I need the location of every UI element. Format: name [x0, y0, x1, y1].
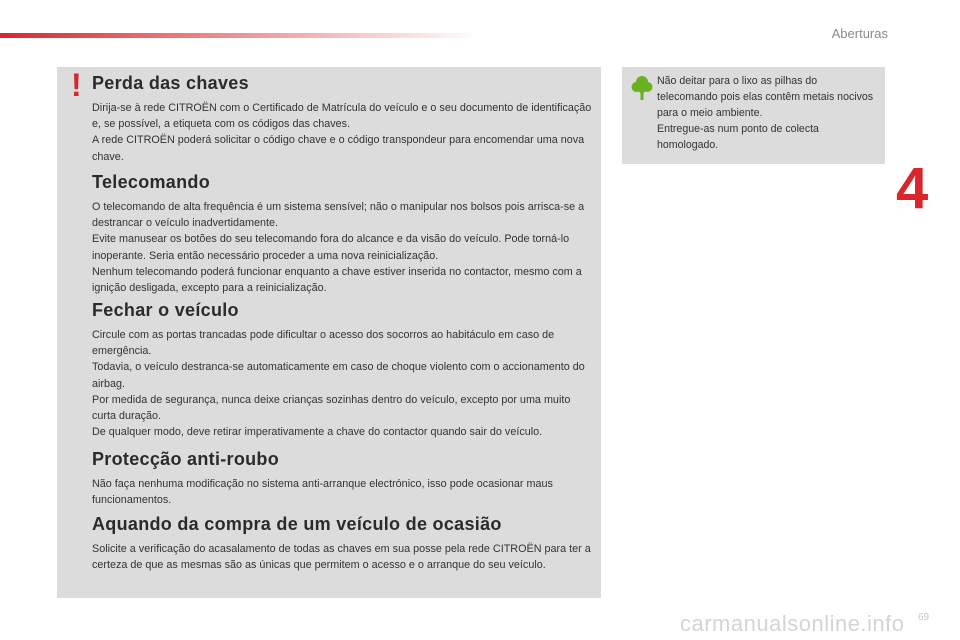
section-heading: Aquando da compra de um veículo de ocasião: [92, 514, 502, 534]
paragraph-line: Nenhum telecomando poderá funcionar enquanto a chave estiver inserida no contactor, mesmo com a ignição desligada, excepto para a reinicialização.: [92, 265, 582, 295]
paragraph-line: A rede CITROËN poderá solicitar o código chave e o código transpondeur para encomendar uma nova chave.: [92, 134, 585, 163]
section-paragraph: [92, 541, 596, 573]
paragraph-line: Não faça nenhuma modificação no sistema anti-arranque electrónico, isso pode ocasionar maus funcionamentos.: [92, 478, 553, 507]
section-remote-control: [92, 172, 596, 296]
environment-note-text: [657, 73, 877, 153]
section-anti-theft: [92, 449, 596, 508]
section-heading: Fechar o veículo: [92, 300, 239, 320]
environment-note-panel: [622, 67, 885, 164]
eco-tree-icon: [631, 75, 653, 101]
note-line: Não deitar para o lixo as pilhas do telecomando pois elas contêm metais nocivos para o meio ambiente.: [657, 75, 874, 119]
section-heading: Perda das chaves: [92, 73, 249, 93]
paragraph-line: Dirija-se à rede CITROËN com o Certificado de Matrícula do veículo e o seu documento de identificação e, se possível, a etiqueta com os códigos das chaves.: [92, 102, 592, 131]
paragraph-line: De qualquer modo, deve retirar imperativamente a chave do contactor quando sair do veículo.: [92, 426, 543, 439]
watermark: carmanualsonline.info: [680, 611, 905, 636]
paragraph-line: Todavia, o veículo destranca-se automaticamente em caso de choque violento com o accionamento do airbag.: [92, 361, 585, 390]
section-paragraph: [92, 199, 596, 296]
page-number: 69: [918, 612, 930, 623]
section-heading: Telecomando: [92, 172, 210, 192]
paragraph-line: Evite manusear os botões do seu telecomando fora do alcance e da visão do veículo. Pode torná-lo inoperante. Seria então necessário proceder a uma nova reinicialização.: [92, 233, 570, 262]
warning-icon: !: [71, 67, 82, 103]
note-line: Entregue-as num ponto de colecta homologado.: [657, 123, 819, 151]
paragraph-line: Circule com as portas trancadas pode dificultar o acesso dos socorros ao habitáculo em caso de emergência.: [92, 329, 555, 358]
paragraph-line: Solicite a verificação do acasalamento de todas as chaves em sua posse pela rede CITROËN para ter a certeza de que as mesmas são as únicas que permitem o acesso e o arranque do seu veículo.: [92, 543, 591, 572]
section-paragraph: [92, 327, 596, 440]
main-info-panel: [57, 67, 601, 598]
section-heading: Protecção anti-roubo: [92, 449, 280, 469]
paragraph-line: O telecomando de alta frequência é um sistema sensível; não o manipular nos bolsos pois arrisca-se a destrancar o veículo inadvertidamente.: [92, 201, 585, 230]
chapter-number: 4: [896, 156, 929, 221]
paragraph-line: Por medida de segurança, nunca deixe crianças sozinhas dentro do veículo, excepto por uma muito curta duração.: [92, 393, 571, 423]
note-paragraph: [657, 73, 877, 153]
section-paragraph: [92, 476, 596, 508]
section-paragraph: [92, 100, 596, 165]
section-lock-vehicle: [92, 300, 596, 440]
section-used-vehicle: [92, 514, 596, 573]
header-accent-bar: [0, 33, 480, 38]
section-lost-keys: [92, 73, 596, 165]
section-title: Aberturas: [831, 26, 888, 41]
